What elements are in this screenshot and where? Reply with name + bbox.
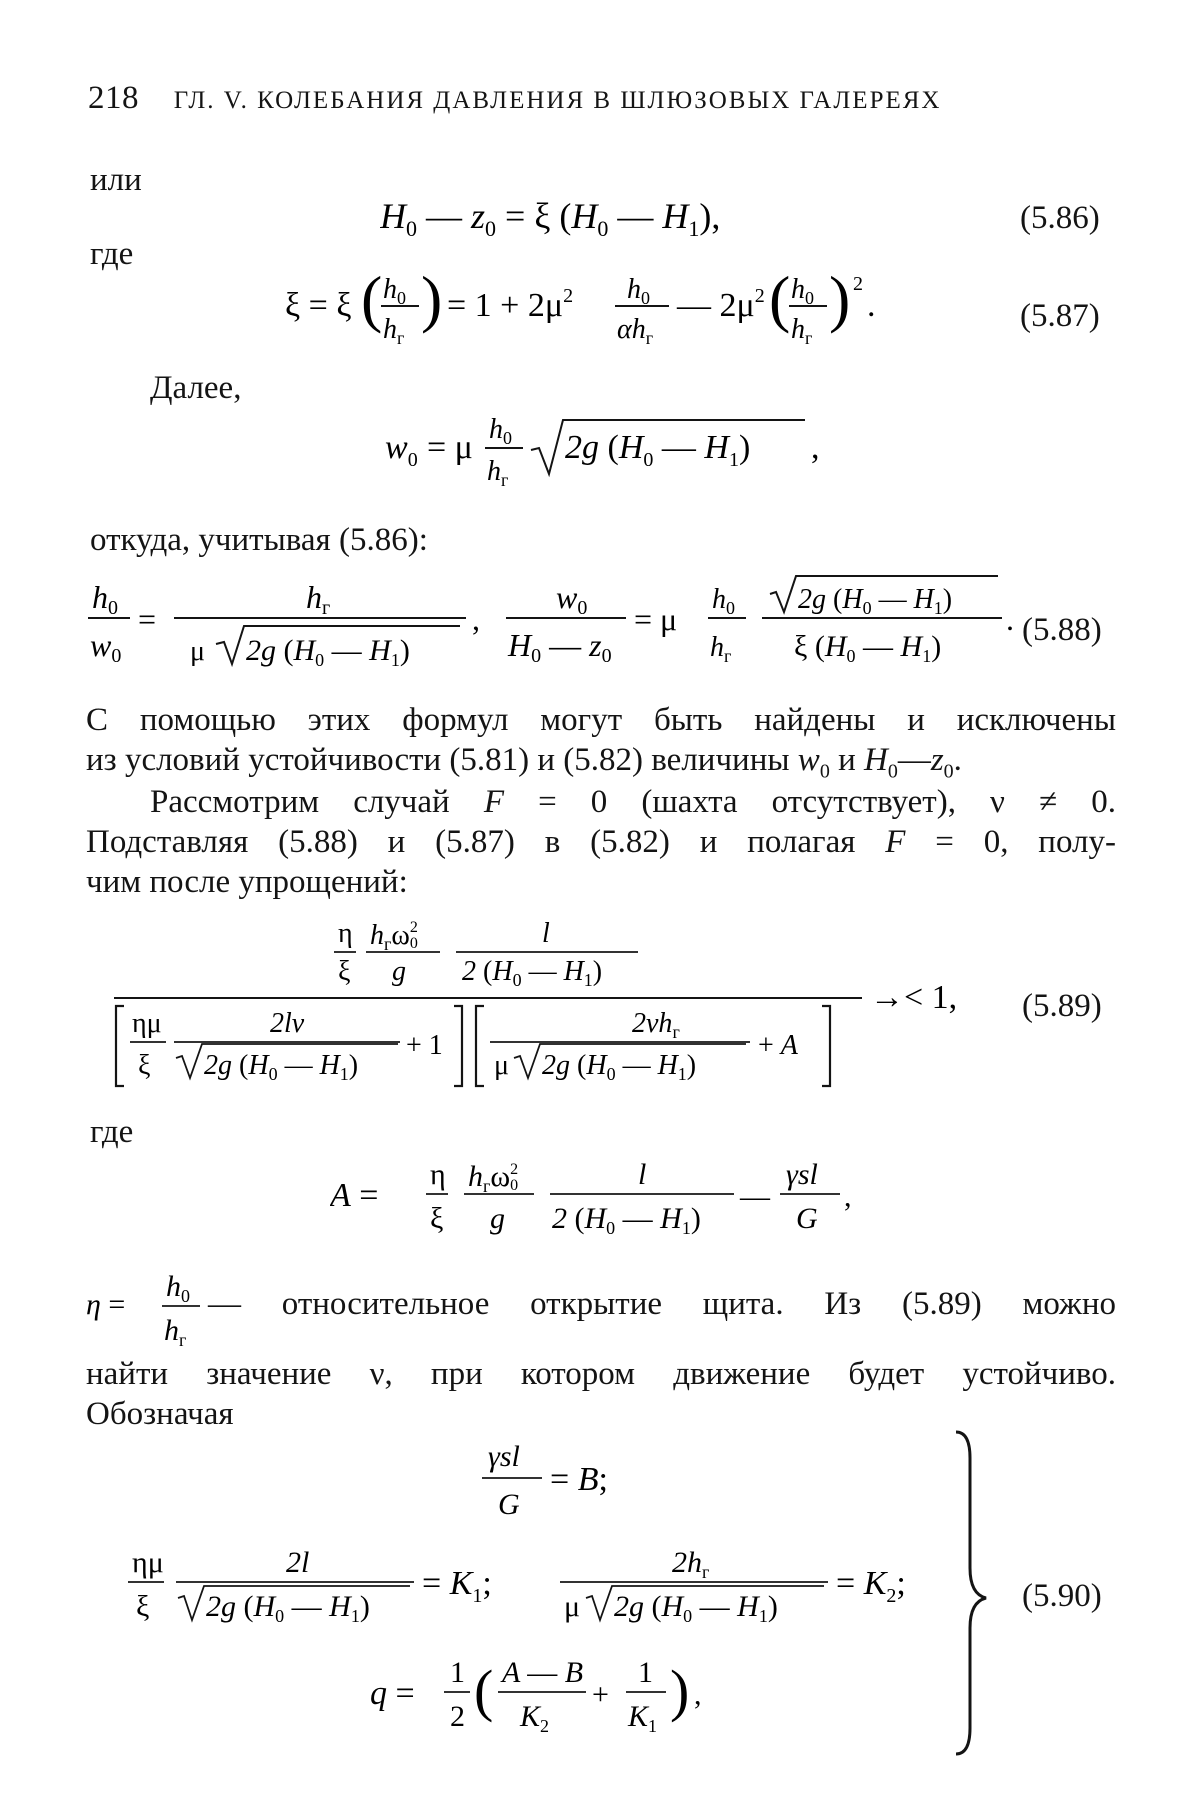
svg-text:H0 — z0: H0 — z0 (508, 627, 612, 667)
svg-text:μ: μ (494, 1050, 510, 1081)
svg-text:h0: $h_0$ (383, 274, 406, 308)
svg-text:(: ( (769, 263, 791, 334)
svg-text:η =: η = (86, 1288, 126, 1321)
svg-text:= B;: = B; (550, 1461, 608, 1498)
svg-text:ξ: ξ (430, 1202, 444, 1235)
symbol-F-eq-0-b: F (885, 824, 906, 860)
svg-text:η: η (430, 1158, 446, 1191)
svg-text:2lν: 2lν (270, 1008, 305, 1039)
svg-text:γsl: γsl (488, 1440, 520, 1473)
para2-line1: Рассмотрим случай F = 0 (шахта отсутствует), ν ≠ 0. (150, 784, 1116, 820)
svg-text:K1: $K_1$ (628, 1700, 658, 1736)
para2-line2-b: , полу- (1000, 824, 1116, 860)
svg-text:2g (H0 — H1): 2g ($H_0$ — $H_1$) (246, 634, 410, 670)
svg-text:q =: q = (370, 1675, 415, 1712)
equation-number-5-88: (5.88) (1022, 612, 1102, 648)
svg-text:= μ: = μ (634, 601, 678, 637)
svg-text:,: , (811, 429, 820, 466)
svg-text:μ: μ (190, 636, 206, 667)
svg-text:= 1 + 2μ2: = $1 + 2\mu^2$ (447, 285, 574, 324)
paragraph-2 (86, 782, 1116, 902)
equation-A-formula (330, 1148, 870, 1248)
svg-text:ξ: ξ (138, 1050, 151, 1081)
word-dalee: Далее, (150, 370, 242, 406)
equation-number-5-87: (5.87) (1020, 298, 1100, 334)
paragraph-1 (86, 700, 1116, 792)
symbol-F-eq-0-a: F (483, 784, 504, 820)
svg-text:h0: $h_0$ (791, 274, 814, 308)
svg-text:hг: hг (306, 579, 331, 619)
para2-line2: Подставляя (5.88) и (5.87) в (5.82) и полагая F = 0, полу- (86, 824, 1116, 860)
svg-text:l: l (542, 918, 550, 949)
running-title: ГЛ. V. КОЛЕБАНИЯ ДАВЛЕНИЯ В ШЛЮЗОВЫХ ГАЛЕРЕЯХ (173, 87, 942, 114)
svg-text:2g (H0 — H1): 2g ($H_0$ — $H_1$) (565, 429, 751, 471)
svg-text:2νhг: $2\nu h_г$ (632, 1008, 680, 1042)
word-gde-2: где (90, 1114, 134, 1150)
para2-line3: чим после упрощений: (86, 864, 408, 900)
para3-line1: найти значение ν, при котором движение будет устойчиво. (86, 1356, 1116, 1392)
word-ili: или (90, 162, 142, 198)
symbol-h0-minus-z0: $H_0—z_0$ (863, 742, 954, 783)
para1-line1: С помощью этих формул могут быть найдены и исключены (86, 702, 1116, 738)
eta-definition-line (86, 1266, 1116, 1346)
svg-text:2g (H0 — H1): 2g ($H_0$ — $H_1$) (204, 1050, 359, 1084)
para1-line2-text: из условий устойчивости (5.81) и (5.82) величины (86, 742, 790, 778)
svg-text:): ) (829, 263, 851, 334)
equation-5-87-formula (285, 262, 945, 352)
para1-line2-and: и (838, 742, 856, 778)
eta-definition-text: — относительное открытие щита. Из (5.89) можно (208, 1286, 1116, 1322)
svg-text:μ: μ (564, 1590, 581, 1623)
svg-text:→< 1,: →< 1, (870, 979, 958, 1016)
svg-text:H0 — z0 = ξ (H0 — H1),: $H_0$ — $z_0 = \xi$ ($H_0$ — $H_1$), (380, 196, 721, 240)
svg-text:hг: $h_г$ (487, 456, 509, 490)
svg-text:= K2;: = $K_2$; (836, 1565, 906, 1607)
svg-text:h0: $h_0$ (712, 584, 735, 618)
svg-text:): ) (670, 1658, 690, 1723)
svg-text:g: g (490, 1202, 505, 1235)
svg-text:= μ: = μ (427, 429, 473, 466)
svg-text:— 2μ2: — $2\mu^2$ (677, 285, 765, 324)
svg-text:w0: w0 (556, 579, 588, 619)
svg-text:γsl: γsl (786, 1158, 818, 1191)
svg-text:A =: A = (330, 1177, 379, 1214)
svg-text:.: . (1006, 601, 1014, 637)
svg-text:(: ( (474, 1658, 494, 1723)
para2-line1-b: (шахта отсутствует), (641, 784, 956, 820)
text-otkuda: откуда, учитывая (5.86): (90, 522, 428, 558)
svg-text:h0: $h_0$ (166, 1270, 190, 1306)
svg-text:2g (H0 — H1): 2g ($H_0$ — $H_1$) (798, 584, 953, 618)
svg-text:hг: $h_г$ (383, 314, 405, 348)
svg-text:(: ( (361, 263, 383, 334)
svg-text:2 (H0 — H1): 2 ($H_0$ — $H_1$) (462, 956, 603, 990)
svg-text:hг: $h_г$ (791, 314, 813, 348)
svg-text:—: — (740, 1180, 770, 1213)
svg-text:l: l (638, 1158, 647, 1191)
para2-line1-a: Рассмотрим случай (150, 784, 450, 820)
page-number: 218 (88, 80, 139, 116)
svg-text:g: g (392, 956, 406, 987)
svg-text:K2: $K_2$ (520, 1700, 550, 1736)
equation-w0-formula (385, 404, 845, 494)
svg-text:h0: h0 (92, 579, 118, 619)
svg-text:): ) (421, 263, 443, 334)
svg-text:,: , (694, 1678, 702, 1711)
svg-text:+: + (592, 1678, 609, 1711)
svg-text:2l: 2l (286, 1546, 310, 1579)
svg-text:= K1;: = $K_1$; (422, 1565, 492, 1607)
svg-text:ξ: ξ (338, 956, 351, 987)
svg-text:w0: $w_0$ (385, 429, 418, 471)
svg-text:hг: $h_г$ (164, 1314, 187, 1346)
svg-text:ημ: ημ (132, 1008, 162, 1039)
svg-text:w0: w0 (90, 627, 122, 667)
svg-text:2g (H0 — H1): 2g ($H_0$ — $H_1$) (614, 1590, 778, 1626)
svg-text:2hг: $2h_г$ (672, 1546, 710, 1582)
word-gde-1: где (90, 236, 134, 272)
svg-text:.: . (867, 287, 876, 324)
equation-number-5-89: (5.89) (1022, 988, 1102, 1024)
symbol-w0: $w_0$ (797, 742, 830, 783)
svg-text:ξ = ξ: ξ = ξ (285, 287, 352, 324)
svg-text:1: 1 (638, 1656, 653, 1689)
running-header (88, 80, 941, 117)
para3-line2: Обозначая (86, 1396, 234, 1432)
svg-text:=: = (138, 601, 157, 637)
svg-text:hг: $h_г$ (710, 632, 732, 666)
equation-number-5-90: (5.90) (1022, 1578, 1102, 1614)
equation-5-86-formula (380, 190, 800, 240)
svg-text:G: G (796, 1202, 818, 1235)
svg-text:2g (H0 — H1): 2g ($H_0$ — $H_1$) (206, 1590, 370, 1626)
para1-line2: из условий устойчивости (5.81) и (5.82) величины $w_0$ и $H_0—z_0$. (86, 742, 962, 783)
svg-text:+ 1: + 1 (406, 1030, 443, 1061)
svg-text:1: 1 (450, 1656, 465, 1689)
svg-text:ξ (H0 — H1): ξ ($H_0$ — $H_1$) (794, 630, 942, 666)
svg-text:2: 2 (450, 1700, 465, 1733)
svg-text:2: 2 (853, 273, 863, 295)
svg-text:h0: $h_0$ (627, 274, 650, 308)
svg-text:A — B: A — B (502, 1656, 584, 1689)
svg-text:,: , (844, 1180, 852, 1213)
para2-line2-a: Подставляя (5.88) и (5.87) в (5.82) и полагая (86, 824, 856, 860)
equation-5-88-formula (86, 572, 1016, 672)
svg-text:2 (H0 — H1): 2 ($H_0$ — $H_1$) (552, 1202, 701, 1238)
svg-text:αhг: $\alpha h_г$ (617, 314, 654, 348)
svg-text:hгω20: $h_г\omega^2$ 0 (370, 919, 418, 954)
equation-5-89-formula (110, 908, 990, 1098)
svg-text:2g (H0 — H1): 2g ($H_0$ — $H_1$) (542, 1050, 697, 1084)
svg-text:ημ: ημ (132, 1546, 164, 1579)
svg-text:G: G (498, 1488, 520, 1521)
svg-text:,: , (472, 601, 480, 637)
paragraph-3 (86, 1354, 1116, 1434)
equation-number-5-86: (5.86) (1020, 200, 1100, 236)
svg-text:η: η (338, 918, 353, 949)
svg-text:+ A: + A (758, 1030, 798, 1061)
svg-text:ξ: ξ (136, 1590, 150, 1623)
svg-text:hгω20: $h_г\omega^2$ 0 (468, 1160, 519, 1196)
svg-text:h0: $h_0$ (489, 414, 512, 448)
equation-5-90-system (110, 1428, 1010, 1758)
